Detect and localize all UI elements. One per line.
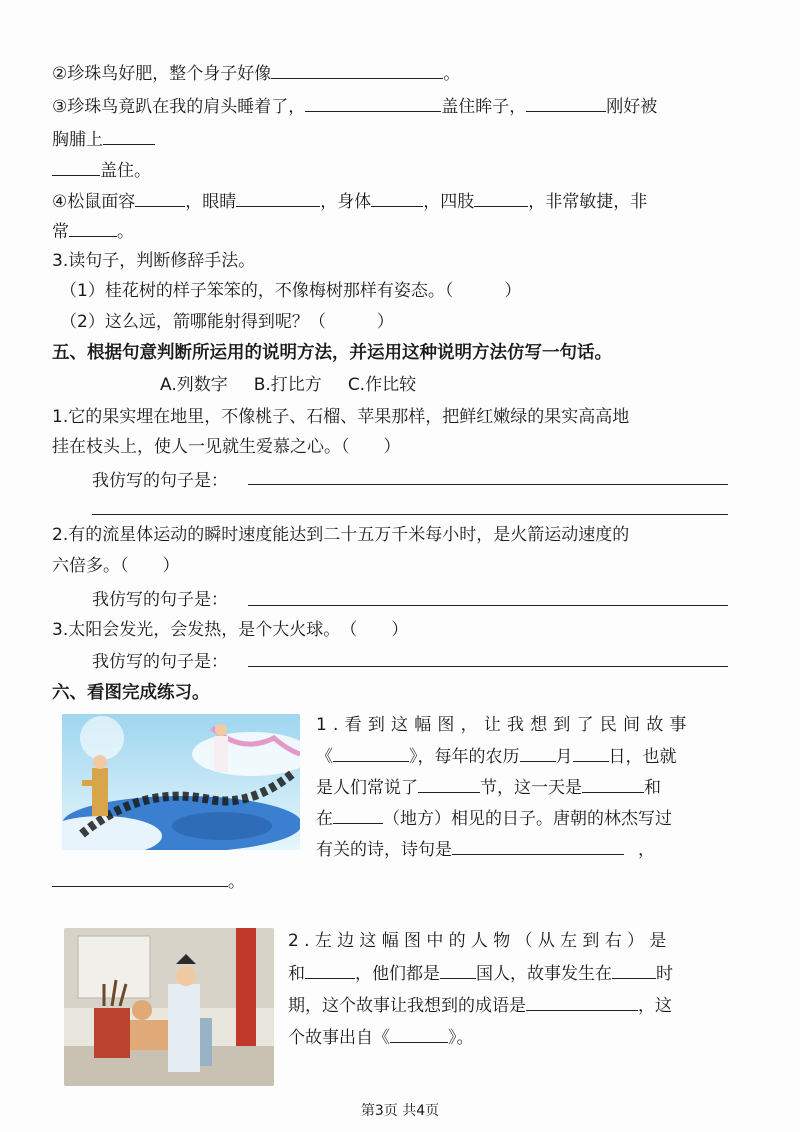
qixi-illustration	[62, 714, 300, 850]
p2-line-2: 和 ，他们都是 国人，故事发生在 时	[288, 960, 673, 987]
item-2-line: ②珍珠鸟好肥，整个身子好像 。	[52, 60, 460, 87]
s5-q3-write-label: 我仿写的句子是：	[92, 652, 228, 672]
s5-q2-write-label: 我仿写的句子是：	[92, 590, 228, 610]
answer-blank[interactable]	[440, 960, 476, 979]
item-3-line-3: 盖住。	[52, 157, 151, 184]
item-4-line: ④松鼠面容 ，眼睛 ，身体 ，四肢 ，非常敏捷，非	[52, 188, 647, 215]
s5-q1-line-1: 1.它的果实埋在地里，不像桃子、石榴、苹果那样，把鲜红嫩绿的果实高高地	[52, 407, 630, 427]
section-6-title: 六、看图完成练习。	[52, 683, 210, 703]
p2-line-3: 期，这个故事让我想到的成语是 ，这	[288, 992, 672, 1019]
s5-q1-answer-line-2[interactable]	[92, 514, 728, 515]
answer-blank[interactable]	[371, 188, 423, 207]
answer-blank[interactable]	[520, 743, 556, 762]
answer-blank[interactable]	[135, 188, 185, 207]
answer-blank[interactable]	[305, 960, 355, 979]
answer-blank[interactable]	[333, 805, 383, 824]
answer-blank[interactable]	[305, 93, 441, 112]
p2-line-1: 2.左边这幅图中的人物（从左到右）是	[288, 931, 672, 951]
p1-line-1: 1.看到这幅图，让我想到了民间故事	[316, 715, 693, 735]
answer-blank[interactable]	[69, 218, 117, 237]
p2-line-4: 个故事出自《 》。	[288, 1024, 474, 1051]
answer-blank[interactable]	[418, 774, 480, 793]
answer-blank[interactable]	[526, 992, 638, 1011]
q3-title: 3.读句子，判断修辞手法。	[52, 251, 256, 271]
p1-line-6: 。	[52, 868, 245, 895]
answer-blank[interactable]	[236, 188, 320, 207]
answer-blank[interactable]	[271, 60, 443, 79]
q3-sentence-2: （2）这么远，箭哪能射得到呢？（ ）	[60, 312, 394, 332]
answer-blank[interactable]	[52, 868, 228, 887]
section-5-options: A.列数字 B.打比方 C.作比较	[160, 375, 417, 395]
s5-q3-answer-line[interactable]	[248, 666, 728, 667]
answer-blank[interactable]	[452, 836, 624, 855]
item-3-line-2: 胸脯上	[52, 126, 155, 153]
p1-line-4: 在 （地方）相见的日子。唐朝的林杰写过	[316, 805, 672, 832]
s5-q1-answer-line[interactable]	[248, 484, 728, 485]
s5-q1-write-label: 我仿写的句子是：	[92, 471, 228, 491]
s5-q2-line-2: 六倍多。（ ）	[52, 556, 180, 576]
answer-blank[interactable]	[612, 960, 656, 979]
q3-sentence-1: （1）桂花树的样子笨笨的，不像梅树那样有姿态。（ ）	[60, 281, 522, 301]
answer-blank[interactable]	[390, 1024, 448, 1043]
p1-line-3: 是人们常说了 节，这一天是 和	[316, 774, 661, 801]
item-3-line: ③珍珠鸟竟趴在我的肩头睡着了， 盖住眸子， 刚好被	[52, 93, 657, 120]
p1-line-5: 有关的诗，诗句是 ，	[316, 836, 655, 863]
answer-blank[interactable]	[103, 126, 155, 145]
answer-blank[interactable]	[52, 157, 100, 176]
answer-blank[interactable]	[582, 774, 644, 793]
s5-q2-line-1: 2.有的流星体运动的瞬时速度能达到二十五万千米每小时，是火箭运动速度的	[52, 525, 630, 545]
s5-q1-line-2: 挂在枝头上，使人一见就生爱慕之心。（ ）	[52, 437, 401, 457]
answer-blank[interactable]	[526, 93, 606, 112]
answer-blank[interactable]	[333, 743, 409, 762]
item-4-line-2: 常 。	[52, 218, 134, 245]
s5-q3-line: 3.太阳会发光，会发热，是个大火球。 （ ）	[52, 620, 409, 640]
historical-figures-illustration	[64, 928, 274, 1086]
p1-line-2: 《 》，每年的农历 月 日，也就	[316, 743, 677, 770]
page-footer: 第3页 共4页	[360, 1103, 440, 1119]
answer-blank[interactable]	[474, 188, 528, 207]
section-5-title: 五、根据句意判断所运用的说明方法，并运用这种说明方法仿写一句话。	[52, 343, 612, 363]
answer-blank[interactable]	[573, 743, 609, 762]
s5-q2-answer-line[interactable]	[248, 605, 728, 606]
